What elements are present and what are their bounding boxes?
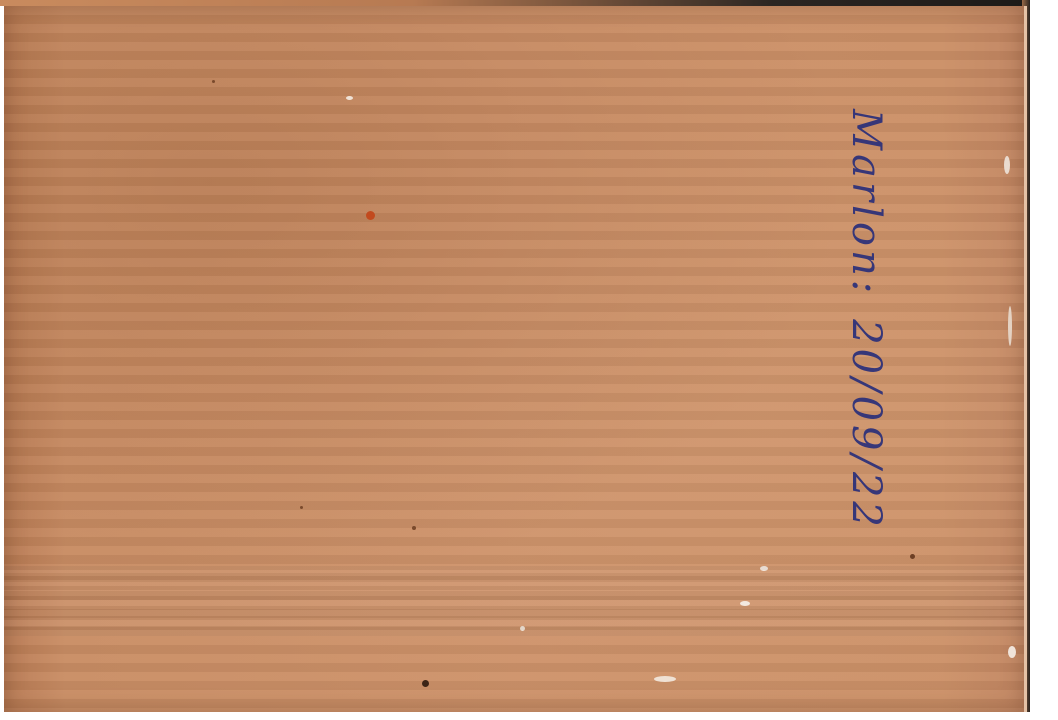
white-speck bbox=[654, 676, 676, 682]
white-speck bbox=[760, 566, 768, 571]
dark-speck bbox=[422, 680, 429, 687]
white-speck bbox=[1008, 646, 1016, 658]
handwritten-separator: : bbox=[843, 279, 889, 298]
handwritten-date: 20/09/22 bbox=[843, 319, 889, 531]
white-speck bbox=[740, 601, 750, 606]
white-speck bbox=[346, 96, 353, 100]
white-speck bbox=[520, 626, 525, 631]
dark-speck bbox=[212, 80, 215, 83]
white-speck bbox=[1008, 306, 1012, 346]
dark-speck bbox=[300, 506, 303, 509]
red-speck bbox=[366, 211, 375, 220]
handwritten-name: Marlon bbox=[843, 109, 889, 280]
white-speck bbox=[1004, 156, 1010, 174]
handwritten-note bbox=[843, 109, 889, 531]
dark-speck bbox=[412, 526, 416, 530]
dark-speck bbox=[910, 554, 915, 559]
